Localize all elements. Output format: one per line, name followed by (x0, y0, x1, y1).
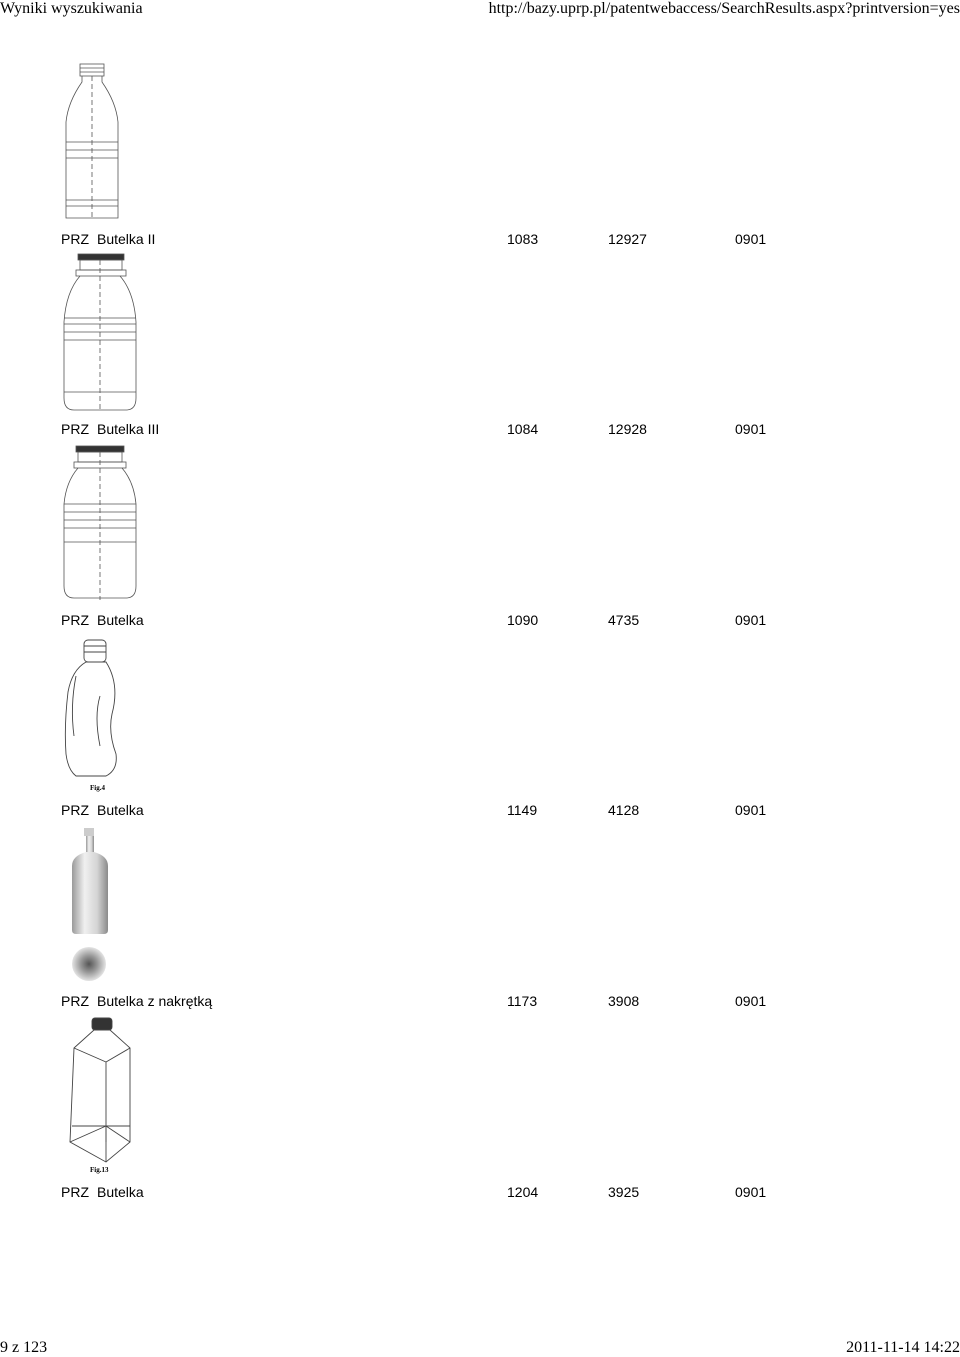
result-name: Butelka z nakrętką (97, 993, 213, 1009)
result-name: Butelka (97, 1184, 144, 1200)
result-image-4[interactable] (60, 636, 130, 794)
result-number: 1083 (507, 231, 539, 247)
result-number: 1090 (507, 612, 539, 628)
bottle-drawing-icon (60, 62, 130, 222)
list-item[interactable] (61, 612, 821, 632)
list-item[interactable] (61, 993, 821, 1013)
list-item[interactable] (61, 802, 821, 822)
result-class: 0901 (735, 993, 767, 1009)
result-image-2[interactable] (60, 252, 140, 416)
bottle-photo-icon (60, 826, 120, 984)
result-registration: 4128 (608, 802, 640, 818)
figure-label: Fig.4 (90, 784, 105, 792)
result-registration: 3908 (608, 993, 640, 1009)
bottle-drawing-icon (60, 1016, 140, 1174)
result-registration: 4735 (608, 612, 640, 628)
result-type: PRZ (61, 421, 89, 437)
result-image-3[interactable] (60, 444, 140, 602)
result-number: 1204 (507, 1184, 539, 1200)
bottle-drawing-icon (60, 444, 140, 602)
result-registration: 12928 (608, 421, 647, 437)
result-image-1[interactable] (60, 62, 130, 222)
bottle-drawing-icon (60, 252, 140, 416)
result-number: 1149 (507, 802, 538, 818)
page-title: Wyniki wyszukiwania (0, 0, 143, 17)
print-timestamp: 2011-11-14 14:22 (846, 1339, 960, 1356)
result-number: 1084 (507, 421, 539, 437)
result-number: 1173 (507, 993, 538, 1009)
page-number: 9 z 123 (0, 1339, 48, 1356)
bottle-drawing-icon (60, 636, 130, 794)
result-class: 0901 (735, 1184, 767, 1200)
result-class: 0901 (735, 421, 767, 437)
result-registration: 12927 (608, 231, 647, 247)
result-type: PRZ (61, 612, 89, 628)
result-name: Butelka (97, 802, 144, 818)
print-header (0, 0, 960, 22)
list-item[interactable] (61, 231, 821, 251)
result-type: PRZ (61, 1184, 89, 1200)
result-name: Butelka II (97, 231, 156, 247)
result-type: PRZ (61, 993, 89, 1009)
result-class: 0901 (735, 612, 767, 628)
result-image-6[interactable] (60, 1016, 140, 1174)
result-name: Butelka (97, 612, 144, 628)
result-registration: 3925 (608, 1184, 640, 1200)
result-class: 0901 (735, 802, 767, 818)
list-item[interactable] (61, 421, 821, 441)
print-footer (0, 1339, 960, 1357)
result-class: 0901 (735, 231, 767, 247)
list-item[interactable] (61, 1184, 821, 1204)
page-url: http://bazy.uprp.pl/patentwebaccess/SearchResults.aspx?printversion=yes (488, 0, 960, 17)
result-name: Butelka III (97, 421, 160, 437)
figure-label: Fig.13 (90, 1166, 109, 1174)
result-type: PRZ (61, 231, 89, 247)
result-image-5[interactable] (60, 826, 120, 984)
result-type: PRZ (61, 802, 89, 818)
